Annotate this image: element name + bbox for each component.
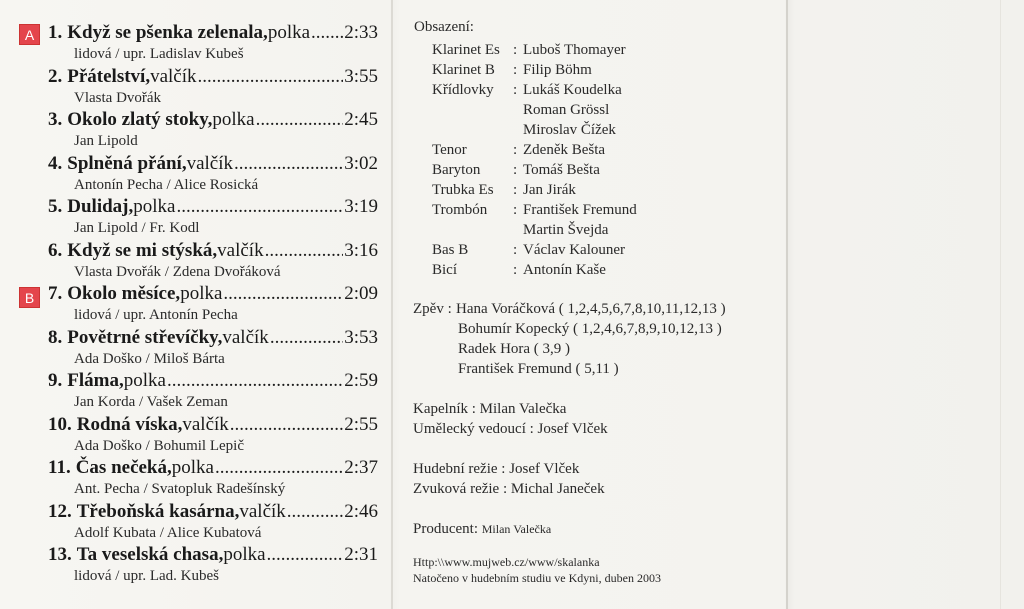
track-title: Rodná víska, xyxy=(76,414,183,435)
track-line xyxy=(48,66,378,88)
track-title: Fláma, xyxy=(67,370,124,391)
track-title: Když se pšenka zelenala, xyxy=(67,22,268,43)
dot-leader xyxy=(287,501,343,523)
track-credit: lidová / upr. Antonín Pecha xyxy=(74,307,238,323)
track-item xyxy=(48,66,378,107)
track-credit: lidová / upr. Lad. Kubeš xyxy=(74,568,219,584)
member-separator: : xyxy=(513,242,518,258)
track-credit: Adolf Kubata / Alice Kubatová xyxy=(74,525,262,541)
sound-director: Zvuková režie : Michal Janeček xyxy=(413,481,605,497)
track-title: Povětrné střevíčky, xyxy=(67,327,223,348)
track-line xyxy=(48,283,378,305)
website-url: Http:\\www.mujweb.cz/www/skalanka xyxy=(413,555,600,569)
track-credit: Jan Lipold xyxy=(74,133,138,149)
track-genre: polka xyxy=(180,283,223,304)
track-number: 13. xyxy=(48,544,72,565)
track-credit: Antonín Pecha / Alice Rosická xyxy=(74,177,259,193)
dot-leader xyxy=(230,414,343,436)
track-item xyxy=(48,501,378,542)
track-credit: Jan Korda / Vašek Zeman xyxy=(74,394,228,410)
track-duration: 3:19 xyxy=(344,196,378,217)
singer: Radek Hora ( 3,9 ) xyxy=(458,341,571,357)
member-name: František Fremund xyxy=(523,202,637,218)
vocals-label: Zpěv : xyxy=(413,301,452,317)
member-role: Baryton xyxy=(432,162,481,178)
track-genre: polka xyxy=(171,457,214,478)
music-director: Hudební režie : Josef Vlček xyxy=(413,461,580,477)
track-genre: valčík xyxy=(186,153,234,174)
track-line xyxy=(48,414,378,436)
track-credit: lidová / upr. Ladislav Kubeš xyxy=(74,46,244,62)
track-item xyxy=(48,457,378,498)
bandleader: Kapelník : Milan Valečka xyxy=(413,401,567,417)
member-separator: : xyxy=(513,182,518,198)
member-name: Filip Böhm xyxy=(523,62,592,78)
track-line xyxy=(48,240,378,262)
track-credit: Jan Lipold / Fr. Kodl xyxy=(74,220,200,236)
track-duration: 3:02 xyxy=(344,153,378,174)
member-role: Trombón xyxy=(432,202,488,218)
dot-leader xyxy=(267,544,344,566)
member-separator: : xyxy=(513,142,518,158)
producer-name: Milan Valečka xyxy=(481,522,552,536)
member-name: Lukáš Koudelka xyxy=(523,82,622,98)
member-role: Bas B xyxy=(432,242,469,258)
track-title: Okolo měsíce, xyxy=(67,283,181,304)
member-role: Trubka Es xyxy=(432,182,494,198)
track-genre: polka xyxy=(133,196,176,217)
track-genre: polka xyxy=(267,22,311,43)
track-line xyxy=(48,109,378,131)
track-number: 11. xyxy=(48,457,71,478)
track-item xyxy=(48,109,378,150)
member-name: Luboš Thomayer xyxy=(523,42,626,58)
fold-line xyxy=(1000,0,1001,609)
track-genre: polka xyxy=(123,370,166,391)
track-number: 6. xyxy=(48,240,63,261)
side-a-badge: A xyxy=(19,24,40,45)
member-separator: : xyxy=(513,202,518,218)
track-number: 10. xyxy=(48,414,72,435)
fold-line xyxy=(391,0,393,609)
track-genre: polka xyxy=(223,544,266,565)
track-credit: Ant. Pecha / Svatopluk Radešínský xyxy=(74,481,286,497)
fold-line xyxy=(786,0,788,609)
track-genre: valčík xyxy=(150,66,197,87)
track-item xyxy=(48,240,378,281)
track-duration: 2:33 xyxy=(344,22,378,43)
track-item xyxy=(48,414,378,455)
track-title: Okolo zlatý stoky, xyxy=(67,109,213,130)
track-genre: valčík xyxy=(222,327,269,348)
dot-leader xyxy=(234,153,343,175)
dot-leader xyxy=(223,283,343,305)
track-credit: Vlasta Dvořák / Zdena Dvořáková xyxy=(74,264,281,280)
dot-leader xyxy=(311,22,343,44)
member-role: Křídlovky xyxy=(432,82,494,98)
member-separator: : xyxy=(513,42,518,58)
dot-leader xyxy=(265,240,344,262)
track-line xyxy=(48,153,378,175)
member-name: Martin Švejda xyxy=(523,222,609,238)
dot-leader xyxy=(176,196,343,218)
track-title: Přátelství, xyxy=(67,66,151,87)
track-item xyxy=(48,370,378,411)
track-item xyxy=(48,544,378,585)
side-b-badge: B xyxy=(19,287,40,308)
track-line xyxy=(48,327,378,349)
track-line xyxy=(48,544,378,566)
track-number: 1. xyxy=(48,22,63,43)
track-number: 5. xyxy=(48,196,63,217)
track-line xyxy=(48,22,378,44)
recording-note: Natočeno v hudebním studiu ve Kdyni, duben 2003 xyxy=(413,571,661,585)
dot-leader xyxy=(215,457,343,479)
track-duration: 2:46 xyxy=(344,501,378,522)
track-genre: valčík xyxy=(239,501,286,522)
track-title: Když se mi stýská, xyxy=(67,240,218,261)
track-credit: Ada Doško / Bohumil Lepič xyxy=(74,438,244,454)
track-line xyxy=(48,370,378,392)
member-name: Roman Grössl xyxy=(523,102,610,118)
member-separator: : xyxy=(513,62,518,78)
track-duration: 2:55 xyxy=(344,414,378,435)
member-role: Tenor xyxy=(432,142,467,158)
track-genre: polka xyxy=(212,109,255,130)
member-name: Zdeněk Bešta xyxy=(523,142,606,158)
track-duration: 2:31 xyxy=(344,544,378,565)
track-duration: 3:53 xyxy=(344,327,378,348)
track-duration: 2:45 xyxy=(344,109,378,130)
member-name: Antonín Kaše xyxy=(523,262,606,278)
lineup-heading: Obsazení: xyxy=(414,19,474,35)
track-line xyxy=(48,457,378,479)
producer xyxy=(413,520,551,538)
track-item xyxy=(48,327,378,368)
track-number: 2. xyxy=(48,66,63,87)
track-number: 12. xyxy=(48,501,72,522)
member-role: Klarinet B xyxy=(432,62,495,78)
track-duration: 3:16 xyxy=(344,240,378,261)
track-line xyxy=(48,196,378,218)
track-number: 3. xyxy=(48,109,63,130)
member-role: Bicí xyxy=(432,262,457,278)
dot-leader xyxy=(198,66,344,88)
member-name: Václav Kalouner xyxy=(523,242,626,258)
track-item xyxy=(48,196,378,237)
track-duration: 2:59 xyxy=(344,370,378,391)
track-number: 4. xyxy=(48,153,63,174)
track-title: Dulidaj, xyxy=(67,196,134,217)
singer: Bohumír Kopecký ( 1,2,4,6,7,8,9,10,12,13 ) xyxy=(458,321,722,337)
artistic-director: Umělecký vedoucí : Josef Vlček xyxy=(413,421,608,437)
track-title: Třeboňská kasárna, xyxy=(76,501,240,522)
singer: František Fremund ( 5,11 ) xyxy=(458,361,619,377)
track-credit: Vlasta Dvořák xyxy=(74,90,162,106)
member-name: Tomáš Bešta xyxy=(523,162,600,178)
track-item xyxy=(48,22,378,63)
member-name: Jan Jirák xyxy=(523,182,576,198)
track-line xyxy=(48,501,378,523)
member-separator: : xyxy=(513,262,518,278)
track-item xyxy=(48,283,378,324)
track-number: 9. xyxy=(48,370,63,391)
track-duration: 2:09 xyxy=(344,283,378,304)
track-title: Ta veselská chasa, xyxy=(76,544,224,565)
singer: Hana Voráčková ( 1,2,4,5,6,7,8,10,11,12,13 ) xyxy=(456,301,726,317)
track-duration: 3:55 xyxy=(344,66,378,87)
track-number: 7. xyxy=(48,283,63,304)
track-genre: valčík xyxy=(182,414,229,435)
dot-leader xyxy=(256,109,344,131)
member-role: Klarinet Es xyxy=(432,42,500,58)
producer-label: Producent: xyxy=(413,521,478,537)
track-item xyxy=(48,153,378,194)
track-number: 8. xyxy=(48,327,63,348)
track-duration: 2:37 xyxy=(344,457,378,478)
track-title: Čas nečeká, xyxy=(75,457,172,478)
member-separator: : xyxy=(513,162,518,178)
track-title: Splněná přání, xyxy=(67,153,187,174)
track-credit: Ada Doško / Miloš Bárta xyxy=(74,351,225,367)
dot-leader xyxy=(270,327,343,349)
member-separator: : xyxy=(513,82,518,98)
member-name: Miroslav Čížek xyxy=(523,122,616,138)
dot-leader xyxy=(167,370,343,392)
track-genre: valčík xyxy=(217,240,264,261)
